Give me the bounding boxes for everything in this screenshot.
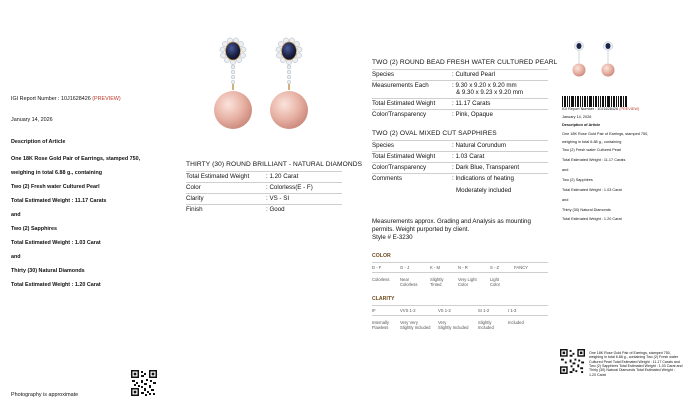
clarity-grade: VS 1-2 [438,308,451,313]
clarity-grade-label: Included [478,325,494,330]
desc-line-2: weighing in total 6.88 g., containing [11,170,103,176]
desc-line-10: Total Estimated Weight : 1.20 Carat [11,282,101,288]
color-grade-label: Colorless [400,282,418,287]
mini-line: Total Estimated Weight : 1.20 Carat [562,217,622,221]
mini-footer-line: Cultured Pearl Total Estimated Weight : 11.17 Carats and [589,359,680,364]
color-grade-label: Slightly [430,277,444,282]
pearl-title: TWO (2) ROUND BEAD FRESH WATER CULTURED PEARL [372,59,558,66]
clarity-grade: IF [372,308,376,313]
color-grade-label: Color [458,282,469,287]
clarity-grade-label: Very [438,320,447,325]
mini-earrings-image [566,40,626,84]
mini-line: Total Estimated Weight : 1.03 Carat [562,188,622,192]
barcode-icon [562,94,628,105]
report-number-text: IGI Report Number : 10J1628426 [11,96,93,102]
diamonds-title: THIRTY (30) ROUND BRILLIANT - NATURAL DIAMONDS [186,161,363,168]
mini-line: and [562,198,569,202]
mini-line: Two (2) Sapphires [562,178,593,182]
desc-line-4: Total Estimated Weight : 11.17 Carats [11,198,107,204]
earring-right-image [264,36,314,148]
desc-line-3: Two (2) Fresh water Cultured Pearl [11,184,100,190]
mini-line: One 18K Rose Gold Pair of Earrings, stamped 750, [562,132,649,136]
clarity-scale-title: CLARITY [372,296,395,302]
desc-line-9: Thirty (30) Natural Diamonds [11,268,85,274]
clarity-grade-label: Slightly Included [400,325,431,330]
mini-line: weighing in total 6.88 g., containing [562,140,622,144]
report-date: January 14, 2026 [11,117,53,123]
color-scale [372,253,552,293]
mini-line: and [562,168,569,172]
color-grade: K - M [430,265,441,270]
preview-label: (PREVIEW) [92,96,121,102]
desc-line-8: and [11,254,21,260]
qr-code-icon [131,370,157,396]
mini-line: Total Estimated Weight : 11.17 Carats [562,158,626,162]
color-grade: FANCY [514,265,528,270]
color-grade-label: Very Light [458,277,477,282]
mini-footer-line: Thirty (30) Natural Diamonds Total Estimated Weight : [589,368,675,373]
report-number [11,96,121,103]
sapphire-title: TWO (2) OVAL MIXED CUT SAPPHIRES [372,130,497,137]
clarity-grade: VVS 1-2 [400,308,416,313]
color-scale-title: COLOR [372,253,391,259]
remarks-line-1: Measurements approx. Grading and Analysis as mounting [372,218,531,225]
desc-line-1: One 18K Rose Gold Pair of Earrings, stamped 750, [11,156,141,162]
mini-footer-line: 1.20 Carat [589,372,606,377]
color-grade: N - R [458,265,468,270]
clarity-grade-label: Flawless [372,325,389,330]
color-grade-label: Colorless [372,277,390,282]
mini-report-number: IGI Report Number : 10J1628426 (PREVIEW) [562,107,640,111]
earring-left-image [208,36,258,148]
clarity-grade-label: Included [508,320,524,325]
mini-line: Two (2) Fresh water Cultured Pearl [562,148,622,152]
clarity-scale [372,296,552,336]
mini-footer-line: weighing in total 6.88 g., containing Two (2) Fresh water [589,355,679,360]
clarity-grade: I 1-3 [508,308,517,313]
mini-line: Thirty (30) Natural Diamonds [562,208,611,212]
desc-line-5: and [11,212,21,218]
mini-footer-line: One 18K Rose Gold Pair of Earrings, stamped 750, [589,351,671,355]
clarity-grade-label: Very Very [400,320,418,325]
remarks-line-2: permits. Weight purported by client. [372,226,470,233]
photography-note: Photography is approximate [11,392,79,398]
color-grade-label: Tinted [430,282,442,287]
color-grade: G - J [400,265,410,270]
mini-qr-code-icon [560,349,585,374]
desc-line-6: Two (2) Sapphires [11,226,58,232]
color-grade: D - F [372,265,382,270]
clarity-grade: SI 1-2 [478,308,490,313]
description-heading: Description of Article [11,139,66,145]
color-grade-label: Near [400,277,410,282]
color-grade-label: Color [490,282,501,287]
desc-line-7: Total Estimated Weight : 1.03 Carat [11,240,101,246]
mini-heading: Description of Article [562,123,601,127]
color-grade-label: Light [490,277,500,282]
clarity-grade-label: Slightly Included [438,325,469,330]
mini-footer-line: Two (2) Sapphires Total Estimated Weight : 1.03 Carat and [589,363,683,368]
remarks-line-3: Style # E-3230 [372,234,413,241]
mini-date: January 14, 2026 [562,115,592,119]
clarity-grade-label: Internally [372,320,389,325]
color-grade: S - Z [490,265,500,270]
clarity-grade-label: Slightly [478,320,492,325]
